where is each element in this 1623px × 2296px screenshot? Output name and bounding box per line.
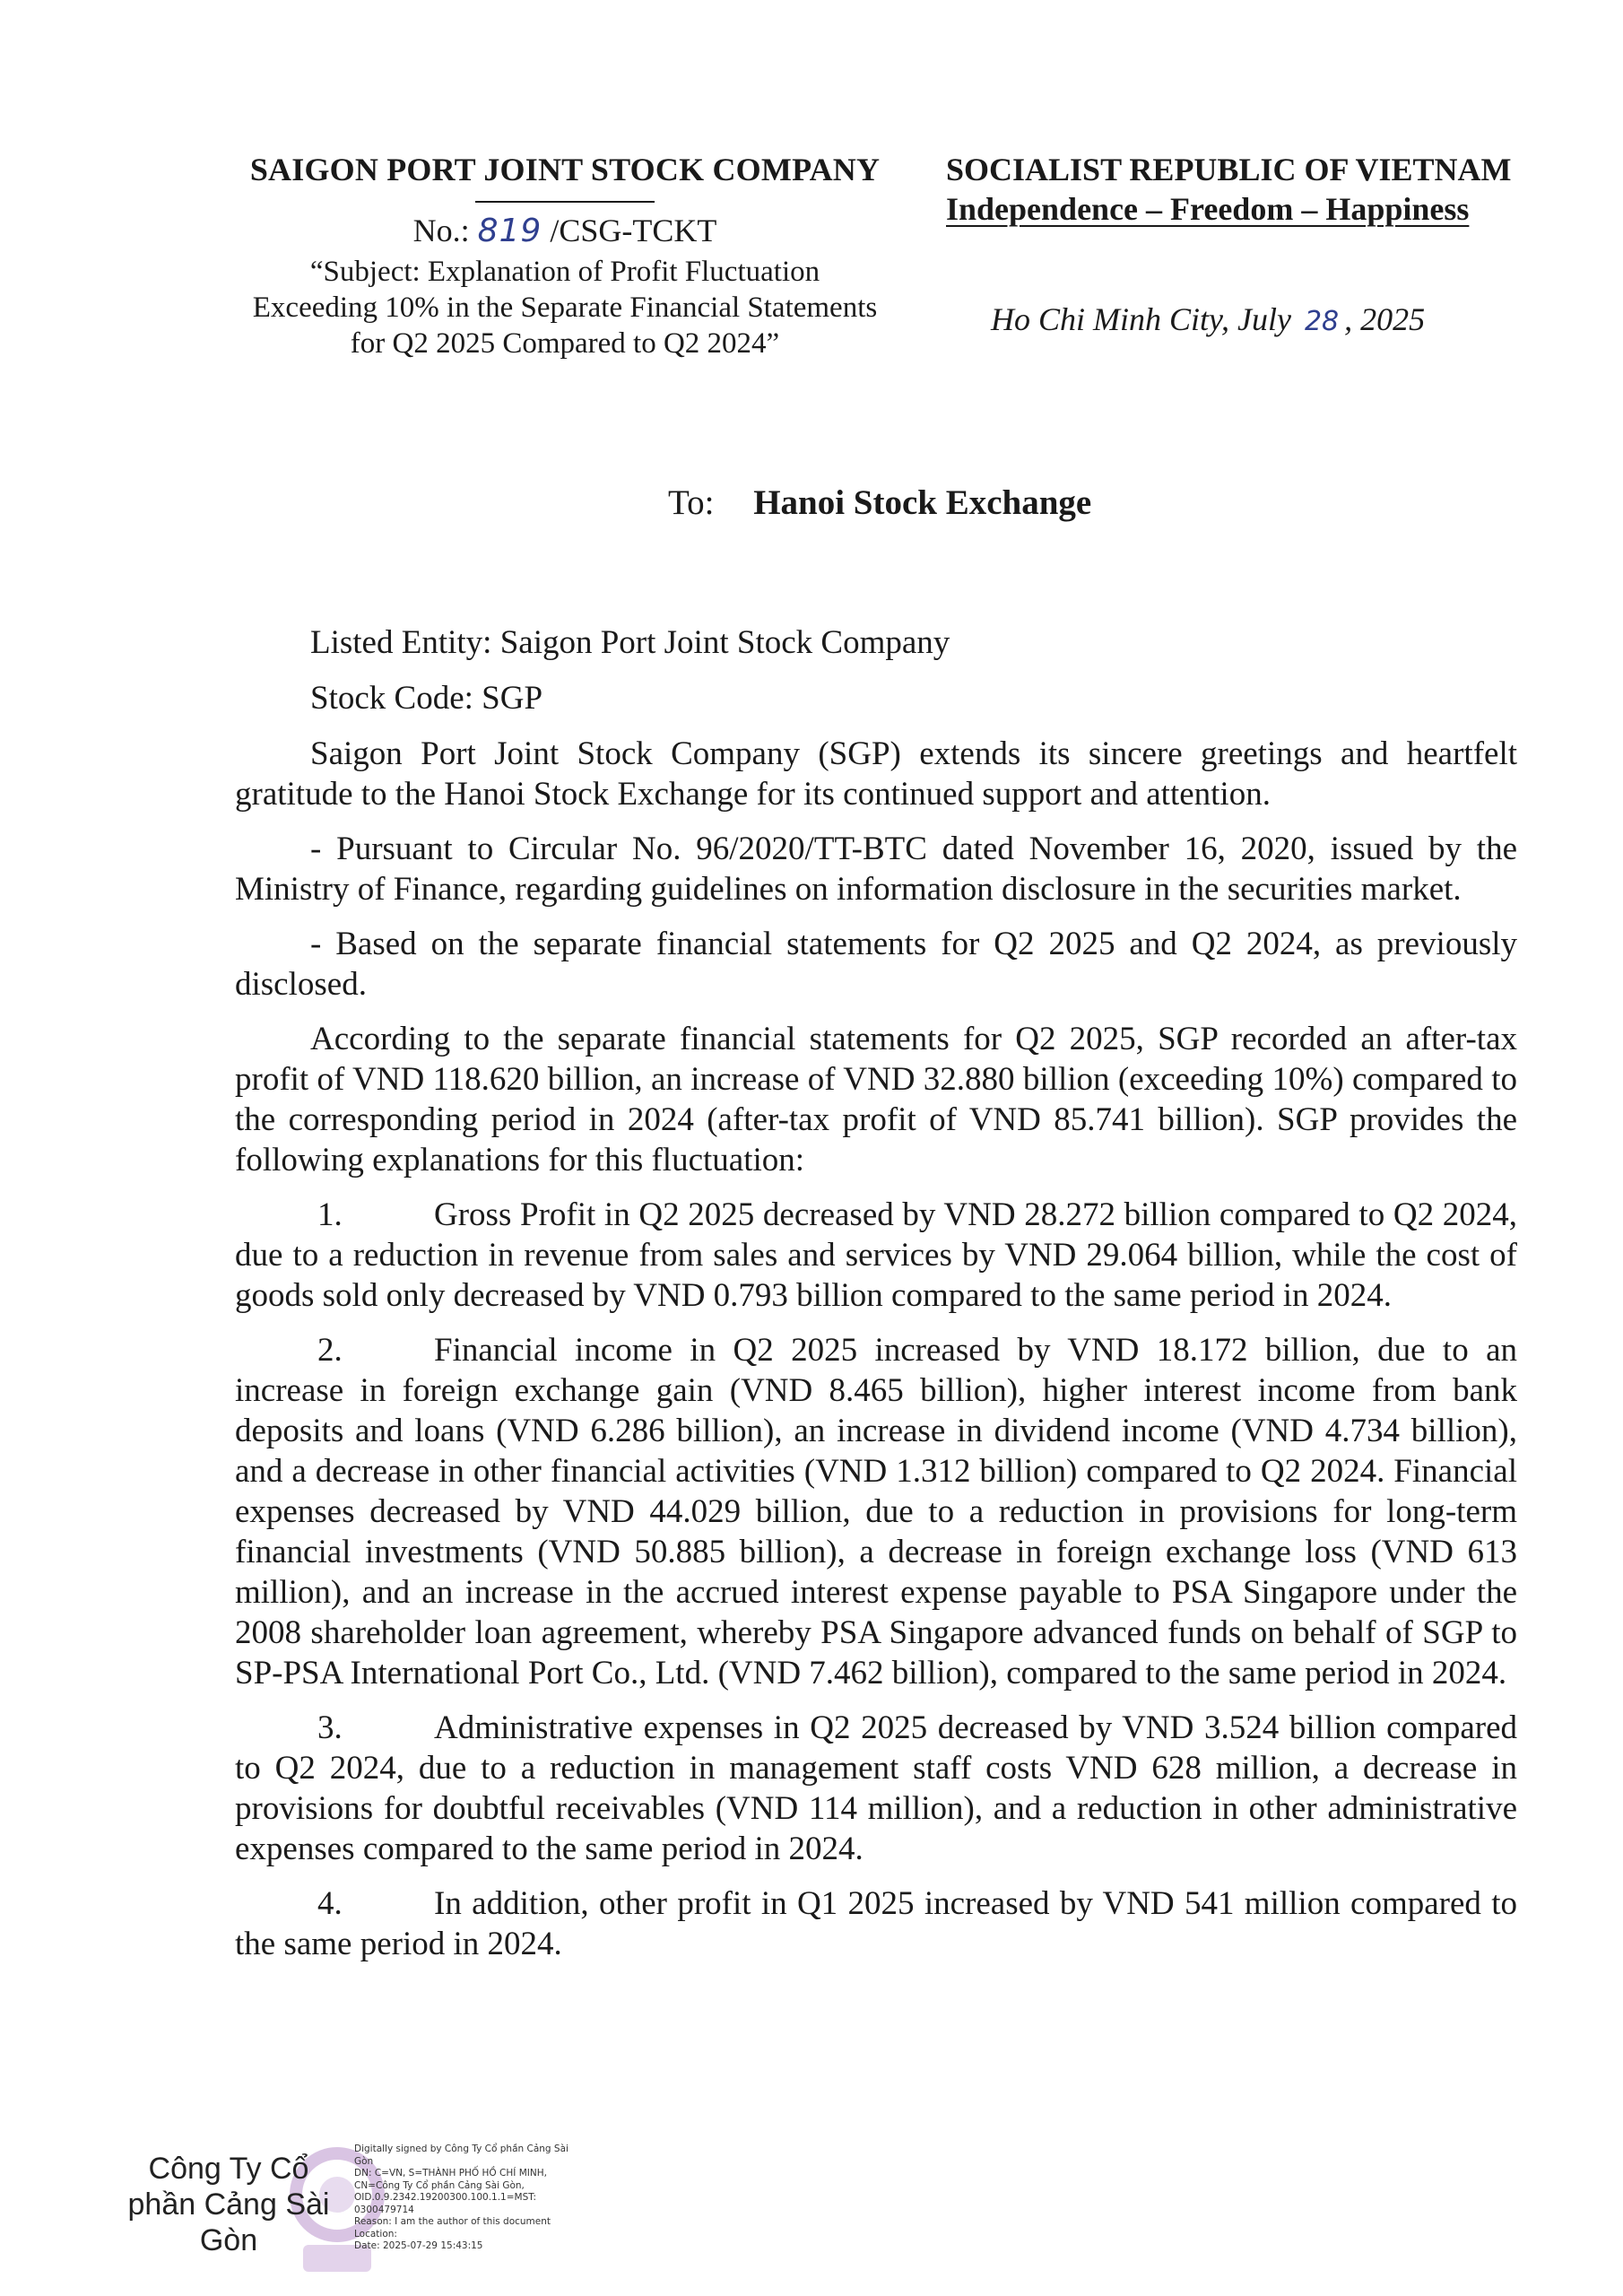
letter-body	[235, 622, 1517, 1964]
signature-detail-line: CN=Công Ty Cổ phần Cảng Sài Gòn,	[354, 2179, 525, 2191]
company-name: SAIGON PORT JOINT STOCK COMPANY	[249, 152, 881, 187]
subject-line: Exceeding 10% in the Separate Financial Statements	[252, 291, 878, 324]
item-text: In addition, other profit in Q1 2025 increased by VND 541 million compared to the same period in 2024.	[235, 1885, 1517, 1962]
document-number	[224, 210, 906, 252]
listed-entity: Listed Entity: Saigon Port Joint Stock Company	[310, 624, 950, 661]
legal-basis-circular: - Pursuant to Circular No. 96/2020/TT-BTC dated November 16, 2020, issued by the Ministry of Finance, regarding guidelines on information disclosure in the securities market.	[235, 831, 1517, 908]
explanation-item	[235, 1330, 1517, 1693]
signature-detail-line: OID.0.9.2342.19200300.100.1.1=MST:	[354, 2192, 537, 2203]
signature-detail-line: Digitally signed by Công Ty Cổ phần Cảng Sài	[354, 2144, 568, 2154]
subject-line: for Q2 2025 Compared to Q2 2024”	[350, 327, 780, 360]
digital-signature-details	[354, 2144, 623, 2253]
signature-detail-line: Gòn	[354, 2155, 374, 2167]
place-date-prefix: Ho Chi Minh City, July	[991, 301, 1291, 337]
explanation-item	[235, 1883, 1517, 1964]
national-motto: Independence – Freedom – Happiness	[946, 191, 1470, 227]
summary-paragraph: According to the separate financial statements for Q2 2025, SGP recorded an after-tax profit of VND 118.620 billion, an increase of VND 32.880 billion (exceeding 10%) compared to the corresponding period in 2024 (after-tax profit of VND 85.741 billion). SGP provides the following explanations for this fluctuation:	[235, 1021, 1517, 1178]
signer-line: phần Cảng Sài	[127, 2187, 330, 2222]
doc-no-handwritten: 819	[477, 213, 542, 249]
signer-name	[117, 2151, 341, 2258]
item-number: 2.	[317, 1332, 343, 1369]
item-number: 3.	[317, 1709, 343, 1746]
subject-block	[224, 254, 906, 361]
greeting-paragraph: Saigon Port Joint Stock Company (SGP) extends its sincere greetings and heartfelt gratitude to the Hanoi Stock Exchange for its continued support and attention.	[235, 735, 1517, 813]
recipient-line	[668, 483, 1091, 523]
signature-detail-line: Location:	[354, 2228, 397, 2239]
recipient-label: To:	[668, 483, 715, 522]
stock-code: Stock Code: SGP	[310, 680, 543, 717]
place-and-date	[991, 300, 1425, 338]
explanation-item	[235, 1708, 1517, 1869]
item-number: 1.	[317, 1196, 343, 1233]
signature-detail-line: 0300479714	[354, 2204, 414, 2215]
item-text: Financial income in Q2 2025 increased by VND 18.172 billion, due to an increase in foreign exchange gain (VND 8.465 billion), higher interest income from bank deposits and loans (VND 6.286 billion), an increase in dividend income (VND 4.734 billion), and a decrease in other financial activities (VND 1.312 billion) compared to Q2 2024. Financial expenses decreased by VND 44.029 billion, due to a reduction in provisions for long-term financial investments (VND 50.885 billion), a decrease in foreign exchange loss (VND 613 million), and an increase in the accrued interest expense payable to PSA Singapore under the 2008 shareholder loan agreement, whereby PSA Singapore advanced funds on behalf of SGP to SP-PSA International Port Co., Ltd. (VND 7.462 billion), compared to the same period in 2024.	[235, 1332, 1517, 1692]
doc-no-suffix: /CSG-TCKT	[550, 213, 717, 248]
subject-line: “Subject: Explanation of Profit Fluctuation	[309, 256, 820, 288]
place-date-suffix: , 2025	[1344, 301, 1426, 337]
signature-detail-line: Reason: I am the author of this document	[354, 2216, 551, 2227]
handwritten-day: 28	[1304, 306, 1340, 337]
signature-detail-line: Date: 2025-07-29 15:43:15	[354, 2240, 483, 2251]
item-text: Gross Profit in Q2 2025 decreased by VND 28.272 billion compared to Q2 2024, due to a reduction in revenue from sales and services by VND 29.064 billion, while the cost of goods sold only decreased by VND 0.793 billion compared to the same period in 2024.	[235, 1196, 1517, 1314]
signature-detail-line: DN: C=VN, S=THÀNH PHỐ HỒ CHÍ MINH,	[354, 2168, 547, 2179]
header-divider	[475, 201, 655, 203]
issuer-header	[224, 151, 906, 361]
explanation-item	[235, 1195, 1517, 1316]
signer-line: Gòn	[199, 2223, 258, 2257]
national-header	[946, 151, 1529, 228]
item-text: Administrative expenses in Q2 2025 decreased by VND 3.524 billion compared to Q2 2024, due to a reduction in management staff costs VND 628 million, a decrease in provisions for doubtful receivables (VND 114 million), and a reduction in other administrative expenses compared to the same period in 2024.	[235, 1709, 1517, 1867]
signer-line: Công Ty Cổ	[148, 2152, 309, 2186]
recipient-name: Hanoi Stock Exchange	[753, 483, 1092, 522]
legal-basis-statements: - Based on the separate financial statements for Q2 2025 and Q2 2024, as previously disclosed.	[235, 926, 1517, 1003]
item-number: 4.	[317, 1885, 343, 1922]
country-name: SOCIALIST REPUBLIC OF VIETNAM	[946, 152, 1512, 187]
doc-no-prefix: No.:	[412, 213, 470, 248]
